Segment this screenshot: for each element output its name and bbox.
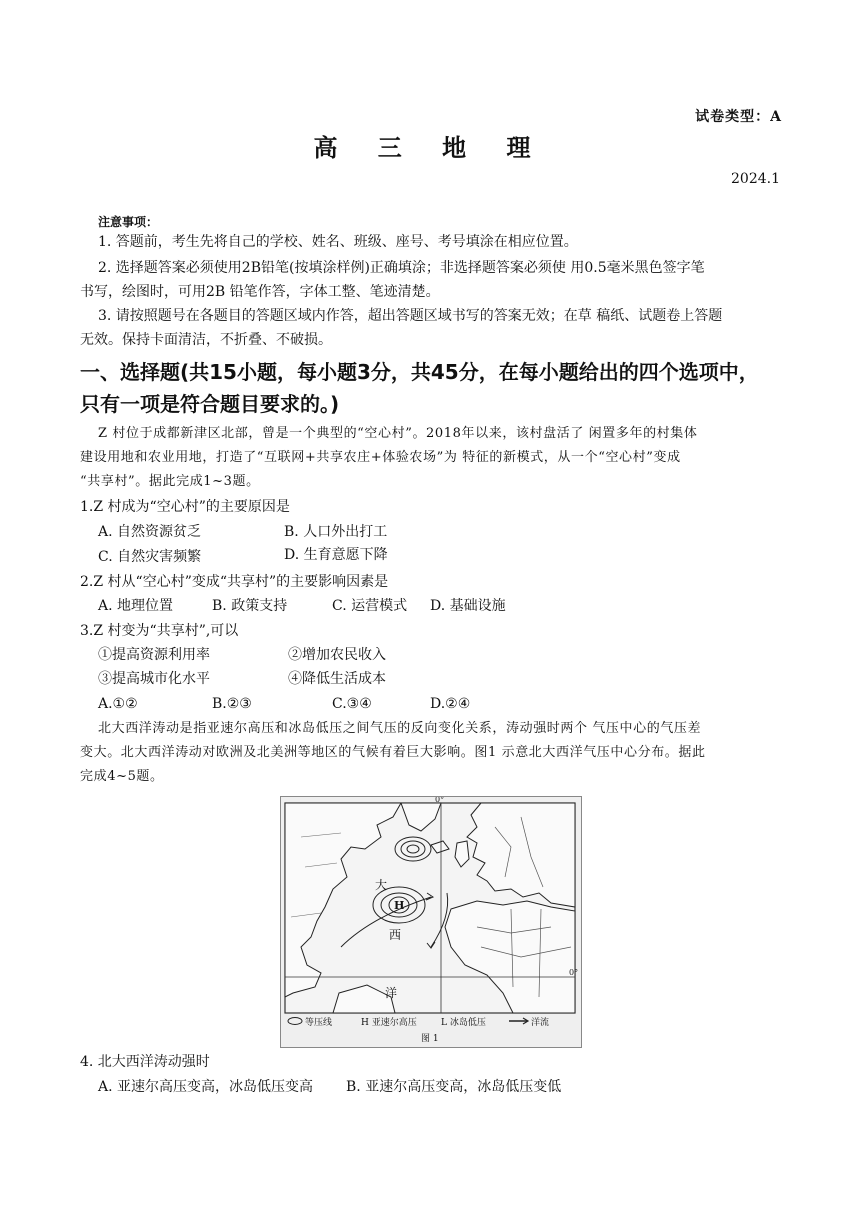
figure-1-map xyxy=(280,796,582,1048)
notice-heading: 注意事项： xyxy=(98,215,159,229)
q1-option-c: C. 自然灾害频繁 xyxy=(98,549,202,565)
q3-statement-2: ②增加农民收入 xyxy=(288,647,386,663)
paper-type: 试卷类型：A xyxy=(695,109,782,125)
passage1-line-3: “共享村”。据此完成1~3题。 xyxy=(80,474,260,489)
notice-line-3: 书写，绘图时，可用2B 铅笔作答，字体工整、笔迹清楚。 xyxy=(80,284,440,300)
high-pressure-symbol: H xyxy=(394,899,405,912)
q2-option-d: D. 基础设施 xyxy=(430,598,506,614)
q2-option-c: C. 运营模式 xyxy=(332,598,408,614)
map-longitude-label: 0° xyxy=(435,797,445,804)
passage2-line-1: 北大西洋涛动是指亚速尔高压和冰岛低压之间气压的反向变化关系，涛动强时两个 气压中心的气压差 xyxy=(98,721,702,736)
map-latitude-label: 0° xyxy=(569,968,579,977)
q3-statement-4: ④降低生活成本 xyxy=(288,671,386,687)
passage2-line-2: 变大。北大西洋涛动对欧洲及北美洲等地区的气候有着巨大影响。图1 示意北大西洋气压中心分布。据此 xyxy=(80,745,706,760)
page-title: 高 三 地 理 xyxy=(313,133,547,162)
q3-option-d: D.②④ xyxy=(430,696,471,712)
legend-current: 洋流 xyxy=(531,1018,550,1028)
passage2-line-3: 完成4~5题。 xyxy=(80,769,164,784)
q3-stem: 3.Z 村变为“共享村”,可以 xyxy=(80,623,239,639)
q3-statement-3: ③提高城市化水平 xyxy=(98,671,210,687)
q3-option-a: A.①② xyxy=(98,696,138,712)
q1-option-d: D. 生育意愿下降 xyxy=(284,547,388,563)
notice-line-2: 2. 选择题答案必须使用2B铅笔(按填涂样例)正确填涂；非选择题答案必须使 用0.5毫米黑色签字笔 xyxy=(98,260,705,276)
q2-option-b: B. 政策支持 xyxy=(212,598,288,614)
q1-option-b: B. 人口外出打工 xyxy=(284,524,388,540)
ocean-char-3: 洋 xyxy=(385,986,398,1000)
passage1-line-1: Z 村位于成都新津区北部，曾是一个典型的“空心村”。2018年以来，该村盘活了 闲置多年的村集体 xyxy=(98,426,698,441)
ocean-char-2: 西 xyxy=(389,928,402,942)
q3-option-c: C.③④ xyxy=(332,696,372,712)
q4-option-a: A. 亚速尔高压变高，冰岛低压变高 xyxy=(98,1079,314,1095)
q2-option-a: A. 地理位置 xyxy=(98,598,174,614)
notice-line-4: 3. 请按照题号在各题目的答题区域内作答，超出答题区域书写的答案无效；在草 稿纸、试题卷上答题 xyxy=(98,308,723,324)
q1-option-a: A. 自然资源贫乏 xyxy=(98,524,202,540)
legend-high: H 亚速尔高压 xyxy=(361,1018,417,1028)
notice-line-1: 1. 答题前，考生先将自己的学校、姓名、班级、座号、考号填涂在相应位置。 xyxy=(98,234,578,250)
figure-caption: 图 1 xyxy=(421,1034,439,1044)
q3-statement-1: ①提高资源利用率 xyxy=(98,647,210,663)
q1-stem: 1.Z 村成为“空心村”的主要原因是 xyxy=(80,499,290,515)
passage1-line-2: 建设用地和农业用地，打造了“互联网+共享农庄+体验农场”为 特征的新模式，从一个“空心村”变成 xyxy=(80,450,681,465)
q3-option-b: B.②③ xyxy=(212,696,252,712)
notice-line-5: 无效。保持卡面清洁，不折叠、不破损。 xyxy=(80,332,332,348)
section-heading-line-2: 只有一项是符合题目要求的。) xyxy=(80,392,340,416)
exam-date: 2024.1 xyxy=(731,171,780,187)
section-heading-line-1: 一、选择题(共15小题，每小题3分，共45分，在每小题给出的四个选项中， xyxy=(80,360,759,384)
legend-low: L 冰岛低压 xyxy=(441,1018,486,1028)
ocean-char-1: 大 xyxy=(375,878,388,892)
q4-option-b: B. 亚速尔高压变高，冰岛低压变低 xyxy=(346,1079,562,1095)
q2-stem: 2.Z 村从“空心村”变成“共享村”的主要影响因素是 xyxy=(80,574,389,590)
legend-isobar: 等压线 xyxy=(305,1018,333,1028)
q4-stem: 4. 北大西洋涛动强时 xyxy=(80,1054,210,1070)
